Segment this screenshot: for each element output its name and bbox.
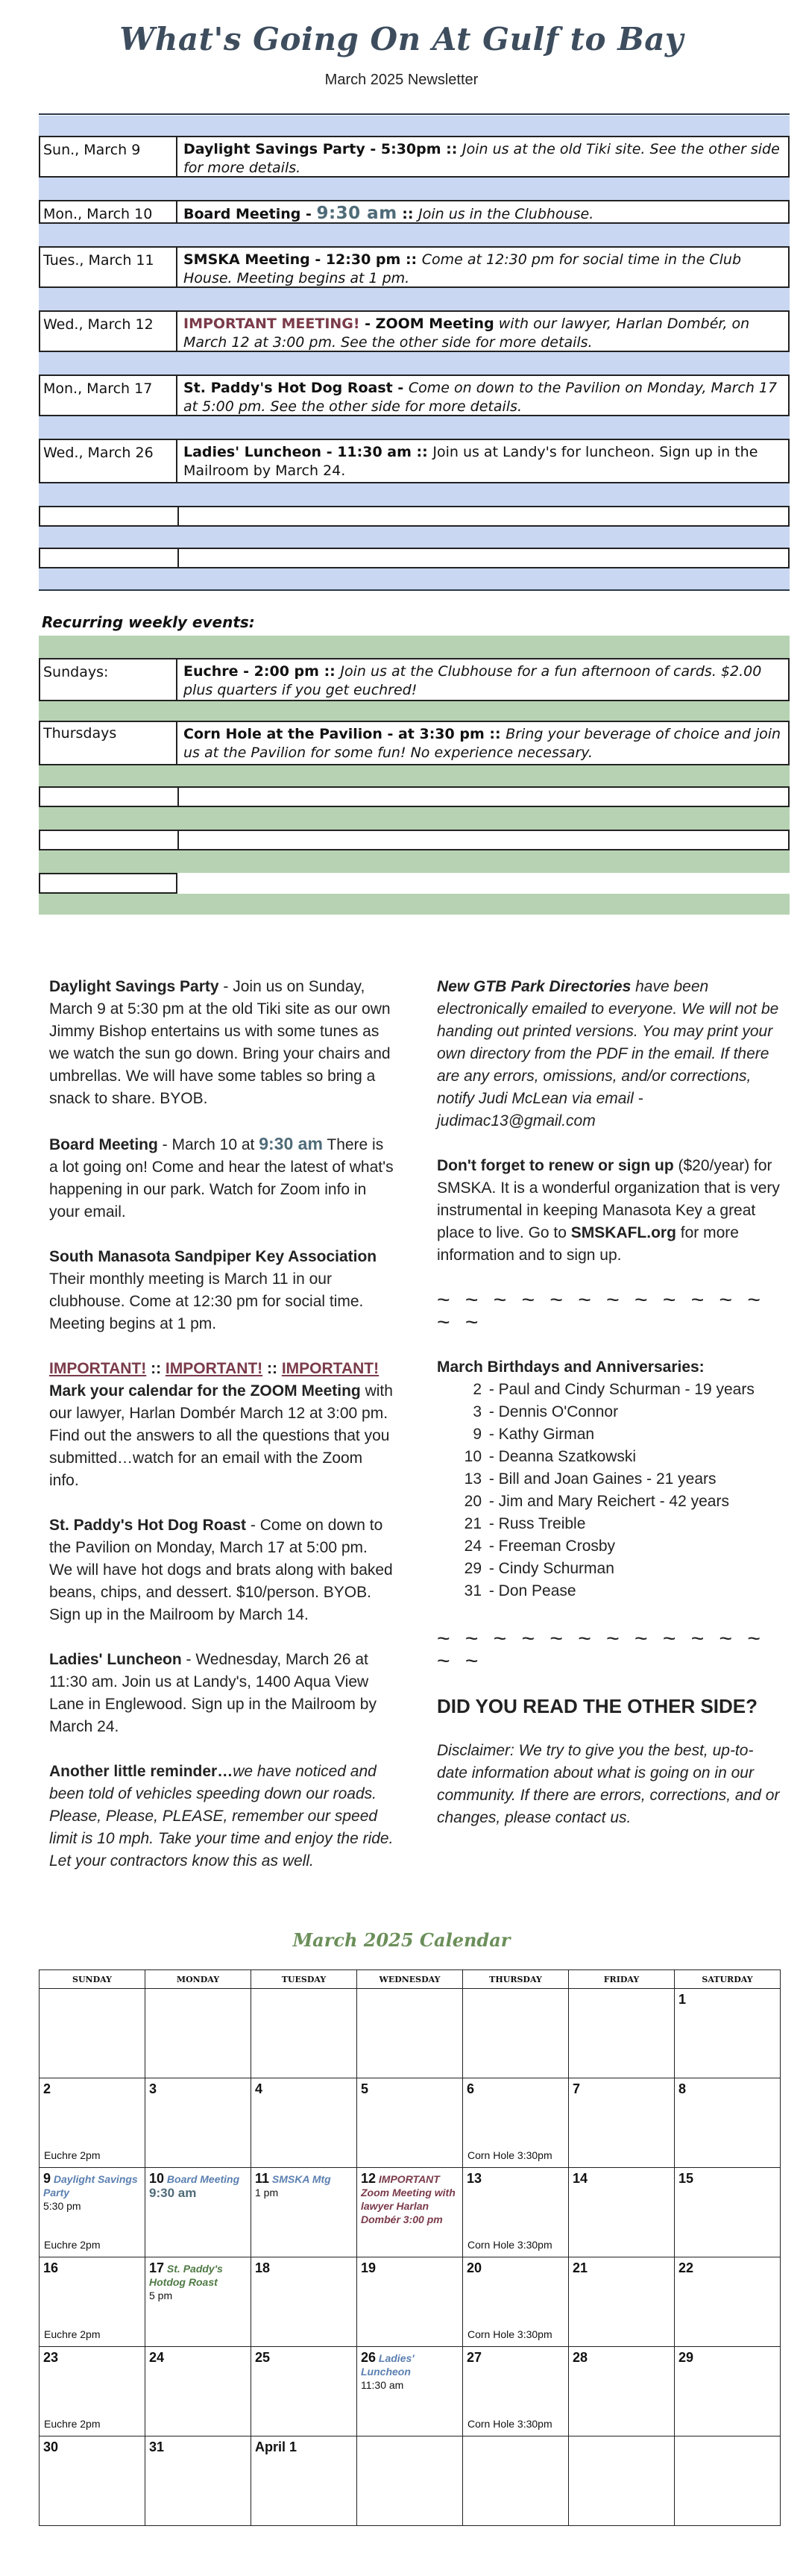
- calendar-day: [251, 2078, 357, 2168]
- schedule-day: Mon., March 17: [40, 376, 177, 415]
- day-number: 23: [43, 2350, 59, 2365]
- schedule-row: [39, 136, 790, 178]
- day-number: 2: [43, 2081, 51, 2096]
- calendar-title: March 2025 Calendar: [292, 1929, 511, 1951]
- recurring-day: Thursdays: [40, 722, 177, 764]
- calendar-day: [251, 2257, 357, 2347]
- wave-divider: ~ ~ ~ ~ ~ ~ ~ ~ ~ ~ ~ ~ ~ ~: [437, 1288, 765, 1335]
- day-number: 11: [255, 2171, 270, 2186]
- event-time: 11:30 am: [361, 2379, 404, 2391]
- calendar-day: [40, 2168, 145, 2257]
- band: [39, 352, 790, 375]
- day-number: April 1: [255, 2439, 297, 2454]
- list-item: 29 - Cindy Schurman: [464, 1560, 614, 1577]
- calendar-week: [40, 2078, 781, 2168]
- list-item: 3 - Dennis O'Connor: [473, 1403, 619, 1420]
- calendar-day: [463, 2078, 569, 2168]
- weekday-header: SATURDAY: [675, 1970, 781, 1989]
- band: [39, 701, 790, 721]
- day-number: 14: [573, 2171, 588, 2186]
- newsletter-title: What's Going On At Gulf to Bay: [119, 21, 684, 57]
- recurring-event: Euchre 2pm: [44, 2239, 101, 2251]
- calendar-day: [675, 2436, 781, 2526]
- divider: [39, 589, 790, 591]
- calendar-event: Board Meeting: [164, 2173, 240, 2185]
- wave-divider: ~ ~ ~ ~ ~ ~ ~ ~ ~ ~ ~ ~ ~ ~: [437, 1626, 765, 1673]
- weekday-header: SUNDAY: [40, 1970, 145, 1989]
- newsletter-subtitle: March 2025 Newsletter: [324, 72, 479, 88]
- calendar-day: [145, 2168, 251, 2257]
- calendar-day: [40, 2078, 145, 2168]
- schedule-row: [39, 246, 790, 288]
- article-daylight: Daylight Savings Party - Join us on Sunday, March 9 at 5:30 pm at the old Tiki site as our own Jimmy Bishop entertains us with some tunes as we watch the sun go down. Bring your chairs and umbrellas. We will have some tables so bring a snack to share. BYOB.: [49, 978, 391, 1107]
- recurring-event: Corn Hole 3:30pm: [467, 2149, 552, 2161]
- band: [39, 636, 790, 658]
- day-number: 3: [149, 2081, 157, 2096]
- band: [39, 765, 790, 786]
- day-number: 22: [678, 2260, 694, 2275]
- calendar-week: [40, 1989, 781, 2078]
- calendar-day: [675, 2168, 781, 2257]
- day-number: 10: [149, 2171, 165, 2186]
- day-number: 17: [149, 2260, 165, 2275]
- day-number: 6: [467, 2081, 475, 2096]
- recurring-event: Corn Hole 3:30pm: [467, 2239, 552, 2251]
- calendar-day: [675, 1989, 781, 2078]
- birthdays-title: March Birthdays and Anniversaries:: [437, 1358, 705, 1376]
- calendar-day: [463, 2168, 569, 2257]
- day-number: 20: [467, 2260, 482, 2275]
- calendar-event: IMPORTANT Zoom Meeting with lawyer Harlan Dombér 3:00 pm: [361, 2173, 456, 2225]
- recurring-event: Corn Hole 3:30pm: [467, 2328, 552, 2340]
- schedule-row: [39, 375, 790, 416]
- calendar-day: [145, 2347, 251, 2436]
- day-number: 26: [361, 2350, 377, 2365]
- recurring-heading: Recurring weekly events:: [42, 613, 255, 631]
- calendar-day: [251, 1989, 357, 2078]
- calendar-week: [40, 2347, 781, 2436]
- day-number: 29: [678, 2350, 694, 2365]
- day-number: 12: [361, 2171, 377, 2186]
- band: [39, 483, 790, 506]
- left-column: [49, 976, 394, 1895]
- band: [39, 894, 790, 915]
- recurring-row: [39, 658, 790, 701]
- right-column: [437, 976, 781, 1852]
- article-paddy: St. Paddy's Hot Dog Roast - Come on down to the Pavilion on Monday, March 17 at 5:00 pm. We will have hot dogs and brats along with baked beans, chips, and dessert. $10/person. BYOB. Sign up in the Mailroom by March 14.: [49, 1517, 393, 1623]
- list-item: 20 - Jim and Mary Reichert - 42 years: [464, 1493, 729, 1510]
- calendar-day: [40, 1989, 145, 2078]
- schedule-desc: SMSKA Meeting - 12:30 pm :: Come at 12:30 pm for social time in the Club House. Meeting begins at 1 pm.: [183, 251, 741, 286]
- calendar-day: [251, 2436, 357, 2526]
- article-reminder: Another little reminder…we have noticed and been told of vehicles speeding down our roads. Please, Please, PLEASE, remember our speed limit is 10 mph. Take your time and enjoy the ride. Let your contractors know this as well.: [49, 1763, 394, 1870]
- weekday-header: THURSDAY: [463, 1970, 569, 1989]
- band: [39, 807, 790, 830]
- disclaimer: Disclaimer: We try to give you the best, up-to-date information about what is going on in our community. If there are errors, corrections, and or changes, please contact us.: [437, 1742, 780, 1826]
- calendar-event: Ladies' Luncheon: [361, 2352, 415, 2378]
- band: [39, 527, 790, 548]
- calendar-day: [463, 2436, 569, 2526]
- day-number: 27: [467, 2350, 482, 2365]
- day-number: 25: [255, 2350, 271, 2365]
- schedule-desc: Board Meeting - 9:30 am :: Join us in the Clubhouse.: [183, 204, 594, 223]
- calendar-day: [357, 1989, 463, 2078]
- schedule-desc: Ladies' Luncheon - 11:30 am :: Join us at Landy's for luncheon. Sign up in the Mailroom by March 24.: [183, 444, 758, 479]
- day-number: 4: [255, 2081, 263, 2096]
- schedule-desc: St. Paddy's Hot Dog Roast - Come on down to the Pavilion on Monday, March 17 at 5:00 pm. See the other side for more details.: [183, 380, 778, 415]
- recurring-event: Corn Hole 3:30pm: [467, 2418, 552, 2430]
- day-number: 1: [678, 1992, 687, 2007]
- calendar-day: [40, 2347, 145, 2436]
- article-renew: Don't forget to renew or sign up ($20/year) for SMSKA. It is a wonderful organization that is very instrumental in keeping Manasota Key a great place to live. Go to SMSKAFL.org for more information and to sign up.: [437, 1157, 780, 1264]
- day-number: 19: [361, 2260, 377, 2275]
- empty-row: [39, 506, 790, 527]
- band: [39, 116, 790, 136]
- calendar-day: [463, 2347, 569, 2436]
- list-item: 31 - Don Pease: [464, 1582, 576, 1599]
- weekday-header: WEDNESDAY: [357, 1970, 463, 1989]
- schedule-desc: IMPORTANT MEETING! - ZOOM Meeting with our lawyer, Harlan Dombér, on March 12 at 3:00 pm. See the other side for more details.: [183, 316, 750, 351]
- schedule-day: Wed., March 26: [40, 440, 177, 482]
- weekday-header: FRIDAY: [569, 1970, 675, 1989]
- calendar-day: [463, 1989, 569, 2078]
- calendar-day: [463, 2257, 569, 2347]
- empty-row: [39, 786, 790, 807]
- calendar-day: [675, 2078, 781, 2168]
- band: [39, 224, 790, 246]
- band: [39, 178, 790, 200]
- day-number: 13: [467, 2171, 482, 2186]
- calendar-week: [40, 2257, 781, 2347]
- calendar-day: [357, 2078, 463, 2168]
- article-ladies: Ladies' Luncheon - Wednesday, March 26 at 11:30 am. Join us at Landy's, 1400 Aqua View Lane in Englewood. Sign up in the Mailroom by March 24.: [49, 1651, 377, 1735]
- calendar-event: SMSKA Mtg: [269, 2173, 331, 2185]
- day-number: 30: [43, 2439, 59, 2454]
- calendar-day: [40, 2436, 145, 2526]
- schedule-row: [39, 200, 790, 224]
- schedule-row: [39, 439, 790, 483]
- recurring-event: Euchre 2pm: [44, 2328, 101, 2340]
- day-number: 5: [361, 2081, 369, 2096]
- list-item: 2 - Paul and Cindy Schurman - 19 years: [473, 1381, 755, 1398]
- article-smska: South Manasota Sandpiper Key Association Their monthly meeting is March 11 in our clubhouse. Come at 12:30 pm for social time. Meeting begins at 1 pm.: [49, 1248, 377, 1332]
- day-number: 9: [43, 2171, 51, 2186]
- article-important: IMPORTANT! :: IMPORTANT! :: IMPORTANT! Mark your calendar for the ZOOM Meeting with our lawyer, Harlan Dombér March 12 at 3:00 pm. Find out the answers to all the questions that you submitted…watch for an email with the Zoom info.: [49, 1360, 393, 1489]
- calendar-day: [569, 1989, 675, 2078]
- day-number: 8: [678, 2081, 687, 2096]
- day-number: 18: [255, 2260, 271, 2275]
- calendar-week: [40, 2168, 781, 2257]
- schedule-day: Wed., March 12: [40, 312, 177, 351]
- calendar-day: [357, 2347, 463, 2436]
- empty-row: [39, 830, 790, 850]
- recurring-row: [39, 721, 790, 765]
- recurring-event: Euchre 2pm: [44, 2418, 101, 2430]
- recurring-desc: Euchre - 2:00 pm :: Join us at the Clubhouse for a fun afternoon of cards. $2.00 plus quarters if you get euchred!: [183, 663, 762, 698]
- calendar-week: [40, 2436, 781, 2526]
- day-number: 16: [43, 2260, 59, 2275]
- calendar-day: [569, 2168, 675, 2257]
- band: [39, 416, 790, 439]
- calendar-grid: [39, 1969, 781, 2526]
- band: [39, 288, 790, 310]
- schedule-day: Sun., March 9: [40, 137, 177, 176]
- schedule-desc: Daylight Savings Party - 5:30pm :: Join us at the old Tiki site. See the other side for more details.: [183, 141, 780, 176]
- schedule-row: [39, 310, 790, 352]
- day-number: 15: [678, 2171, 694, 2186]
- article-board: Board Meeting - March 10 at 9:30 am There is a lot going on! Come and hear the latest of what's happening in our park. Watch for Zoom info in your email.: [49, 1134, 394, 1220]
- day-number: 28: [573, 2350, 588, 2365]
- empty-row: [39, 548, 790, 568]
- day-number: 21: [573, 2260, 588, 2275]
- calendar-day: [569, 2347, 675, 2436]
- calendar-day: [145, 2257, 251, 2347]
- read-other-side: DID YOU READ THE OTHER SIDE?: [437, 1695, 758, 1717]
- weekday-header: TUESDAY: [251, 1970, 357, 1989]
- recurring-event: Euchre 2pm: [44, 2149, 101, 2161]
- empty-cell: [39, 873, 177, 894]
- day-number: 31: [149, 2439, 165, 2454]
- calendar-event: St. Paddy's Hotdog Roast: [149, 2263, 223, 2288]
- calendar-day: [40, 2257, 145, 2347]
- event-time: 9:30 am: [149, 2186, 197, 2200]
- schedule-day: Mon., March 10: [40, 201, 177, 222]
- divider: [39, 113, 790, 115]
- calendar-day: [357, 2436, 463, 2526]
- recurring-day: Sundays:: [40, 659, 177, 700]
- calendar-day: [675, 2347, 781, 2436]
- band: [39, 568, 790, 589]
- list-item: 13 - Bill and Joan Gaines - 21 years: [464, 1470, 717, 1488]
- calendar-day: [145, 2436, 251, 2526]
- list-item: 21 - Russ Treible: [464, 1515, 586, 1532]
- calendar-day: [357, 2168, 463, 2257]
- day-number: 24: [149, 2350, 165, 2365]
- list-item: 9 - Kathy Girman: [473, 1426, 595, 1443]
- calendar-day: [251, 2347, 357, 2436]
- calendar-event: Daylight Savings Party: [43, 2173, 138, 2199]
- birthday-list: [437, 1379, 781, 1602]
- event-time: 5 pm: [149, 2290, 173, 2301]
- calendar-day: [251, 2168, 357, 2257]
- calendar-day: [569, 2436, 675, 2526]
- event-time: 5:30 pm: [43, 2200, 81, 2212]
- calendar-day: [145, 2078, 251, 2168]
- event-time: 1 pm: [255, 2187, 279, 2199]
- smska-link[interactable]: SMSKAFL.org: [570, 1224, 676, 1241]
- calendar-day: [569, 2257, 675, 2347]
- day-number: 7: [573, 2081, 581, 2096]
- recurring-desc: Corn Hole at the Pavilion - at 3:30 pm :: Bring your beverage of choice and join us at the Pavilion for some fun! No experience necessary.: [183, 726, 781, 761]
- weekday-header: MONDAY: [145, 1970, 251, 1989]
- calendar-day: [675, 2257, 781, 2347]
- calendar-day: [569, 2078, 675, 2168]
- band: [39, 850, 790, 873]
- schedule-day: Tues., March 11: [40, 248, 177, 286]
- calendar-day: [145, 1989, 251, 2078]
- calendar-day: [357, 2257, 463, 2347]
- article-directories: New GTB Park Directories have been electronically emailed to everyone. We will not be handing out printed versions. You may print your own directory from the PDF in the email. If there are any errors, omissions, and/or corrections, notify Judi McLean via email - judimac13@gmail.com: [437, 978, 779, 1129]
- list-item: 10 - Deanna Szatkowski: [464, 1448, 637, 1465]
- list-item: 24 - Freeman Crosby: [464, 1538, 616, 1555]
